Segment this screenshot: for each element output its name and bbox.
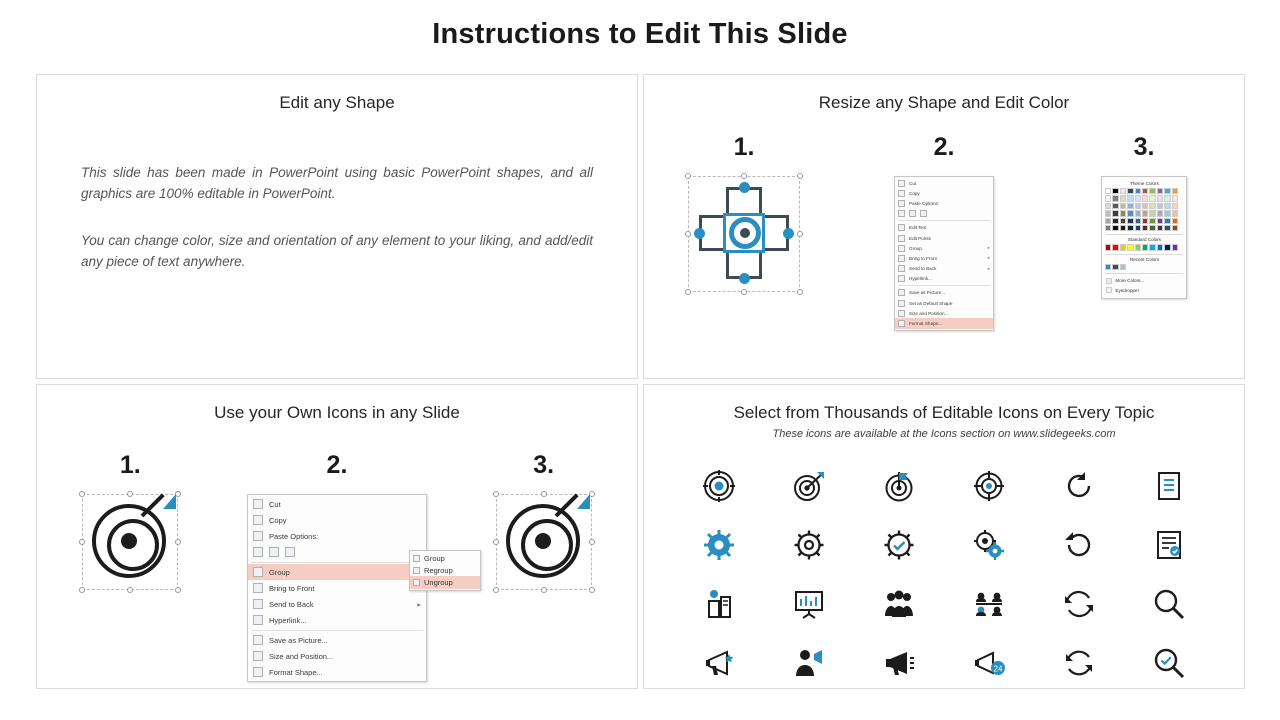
menu-item-copy[interactable] [248,512,426,528]
swatch[interactable] [1157,203,1163,209]
swatch[interactable] [1164,195,1170,201]
menu-item-paste-options[interactable] [248,528,426,544]
swatch[interactable] [1112,203,1118,209]
swatch[interactable] [1172,195,1178,201]
menu-item-hyperlink-label: Hyperlink... [909,276,932,282]
ungroup-icon [413,579,420,586]
size-position-icon [898,310,905,317]
circular-arrows-icon[interactable] [1062,646,1096,680]
send-back-chevron-right-icon: ▸ [417,599,421,609]
swatch[interactable] [1105,210,1111,216]
swatch[interactable] [1105,244,1111,250]
group-icon [898,245,905,252]
panel-title-resize-shape: Resize any Shape and Edit Color [818,93,1070,112]
swatch[interactable] [1120,244,1126,250]
target-dart-icon-ungrouped [498,496,590,588]
swatch[interactable] [1112,195,1118,201]
menu-item-bring-to-front-label: Bring to Front [909,255,937,261]
swatch[interactable] [1164,210,1170,216]
swatch[interactable] [1127,203,1133,209]
theme-row-2[interactable] [1105,195,1183,201]
swatch[interactable] [1157,210,1163,216]
menu-item-size-position-label: Size and Position... [268,651,334,661]
save-picture-icon [253,635,263,645]
menu-divider-1 [898,220,990,221]
panel-edit-shape [36,74,638,379]
swatch[interactable] [1135,225,1141,231]
context-menu-icon[interactable] [247,494,427,682]
menu-item-save-as-picture-label: Save as Picture... [909,290,946,296]
save-picture-icon [898,289,905,296]
resize-handle-s[interactable] [741,289,747,295]
gears-pair-icon[interactable] [972,528,1006,562]
theme-row-1[interactable] [1105,188,1183,194]
resize-step-1-number: 1. [733,133,755,161]
bring-front-icon [898,255,905,262]
team-meeting-icon[interactable] [972,587,1006,621]
target-dart-icon[interactable] [792,469,826,503]
gear-check-icon[interactable] [882,528,916,562]
context-menu-shape[interactable] [894,176,994,331]
copy-icon [898,190,905,197]
paste-text-icon [285,547,295,557]
menu-item-edit-text[interactable] [895,223,993,233]
menu-item-size-position[interactable] [895,308,993,318]
gear-filled-icon[interactable] [702,528,736,562]
panel-subtitle-editable-icons: These icons are available at the Icons section on www.slidegeeks.com [772,428,1116,440]
swatch[interactable] [1120,210,1126,216]
menu-item-paste-options-label: Paste Options: [268,531,319,541]
svg-text:24: 24 [993,664,1003,673]
menu-item-save-as-picture-label: Save as Picture... [268,635,328,645]
standard-colors-label: Standard Colors [1127,237,1162,243]
resize-step-3-number: 3. [1133,133,1155,161]
group-people-icon[interactable] [882,587,916,621]
menu-item-edit-points-label: Edit Points [909,235,931,241]
swatch[interactable] [1164,225,1170,231]
swatch[interactable] [1149,195,1155,201]
swatch[interactable] [1157,225,1163,231]
megaphone-24-icon[interactable] [972,646,1006,680]
menu-item-copy[interactable] [895,188,993,198]
refresh-clockwise-icon[interactable] [1062,469,1096,503]
recent-row[interactable] [1105,264,1183,270]
recent-colors-label: Recent Colors [1129,256,1160,262]
resize-steps [644,133,1244,331]
swatch[interactable] [1149,203,1155,209]
format-shape-icon [898,320,905,327]
paste-text-icon [920,210,927,217]
resize-handle-e[interactable] [797,231,803,237]
target-circles-icon[interactable] [702,469,736,503]
swatch[interactable] [1157,195,1163,201]
menu-item-group[interactable] [248,564,426,580]
icon-selection-3 [496,494,592,590]
document-check-icon[interactable] [1152,528,1186,562]
bring-front-chevron-right-icon: ▸ [987,255,990,261]
menu-item-format-shape-label: Format Shape... [909,321,942,327]
menu-item-bring-to-front[interactable] [895,253,993,263]
menu-item-group[interactable] [895,243,993,253]
accent-dot-right [783,228,794,239]
eyedropper-item[interactable] [1105,286,1183,295]
group-chevron-right-icon: ▸ [987,245,990,251]
paste-picture-icon [909,210,916,217]
menu-item-send-to-back[interactable] [895,264,993,274]
menu-item-group-label: Group [909,245,922,251]
swatch[interactable] [1120,264,1126,270]
swatch[interactable] [1164,188,1170,194]
swatch[interactable] [1157,244,1163,250]
swatch[interactable] [1112,188,1118,194]
submenu-item-group-label: Group [423,553,445,563]
dart-icon [554,494,592,532]
own-icons-step-2 [227,451,453,682]
swatch[interactable] [1127,218,1133,224]
menu-item-hyperlink[interactable] [895,274,993,284]
group-icon [413,555,420,562]
dart-stick [554,493,578,517]
menu-item-bring-to-front[interactable] [248,580,426,596]
resize-step-1 [654,133,834,306]
resize-handle-sw[interactable] [685,289,691,295]
swatch[interactable] [1135,203,1141,209]
paste-icon [253,531,263,541]
swatch[interactable] [1105,203,1111,209]
resize-step-2-number: 2. [933,133,955,161]
swatch[interactable] [1164,244,1170,250]
own-icons-step-3-number: 3. [533,451,555,479]
swatch[interactable] [1135,210,1141,216]
cut-icon [898,180,905,187]
swatch[interactable] [1142,225,1148,231]
send-back-icon [898,265,905,272]
more-colors-icon [1106,278,1112,284]
menu-item-edit-points[interactable] [895,233,993,243]
dart-fin [163,494,176,509]
swatch[interactable] [1142,218,1148,224]
swatch[interactable] [1142,188,1148,194]
menu-item-bring-to-front-label: Bring to Front [268,583,315,593]
megaphone-icon[interactable] [882,646,916,680]
menu-item-paste-options[interactable] [895,198,993,208]
submenu-item-regroup[interactable] [410,564,480,576]
paste-option-swatches[interactable] [248,544,426,560]
submenu-item-ungroup[interactable] [410,576,480,588]
paste-option-swatches[interactable] [895,209,993,219]
swatch[interactable] [1172,188,1178,194]
format-shape-icon [253,667,263,677]
menu-item-size-position-label: Size and Position... [909,310,949,316]
swatch[interactable] [1105,225,1111,231]
menu-item-cut-label: Cut [268,499,281,509]
swatch[interactable] [1157,188,1163,194]
menu-divider-1 [251,562,423,563]
swatch[interactable] [1112,264,1118,270]
paste-keep-format-icon [898,210,905,217]
center-ring-icon [729,217,761,249]
resize-handle-w[interactable] [685,231,691,237]
menu-item-set-default-shape-label: Set as Default Shape [909,300,953,306]
paste-picture-icon [269,547,279,557]
paste-icon [898,200,905,207]
swatch[interactable] [1149,188,1155,194]
swatch[interactable] [1105,218,1111,224]
gear-outline-icon[interactable] [792,528,826,562]
swatch[interactable] [1149,218,1155,224]
menu-item-send-to-back-label: Send to Back [909,266,937,272]
swatch[interactable] [1172,218,1178,224]
own-icons-step-2-number: 2. [326,451,348,479]
menu-item-cut[interactable] [248,496,426,512]
menu-item-size-position[interactable] [248,648,426,664]
swatch[interactable] [1127,188,1133,194]
swatch[interactable] [1172,210,1178,216]
target-dart-icon [84,496,176,588]
menu-item-copy-label: Copy [909,190,920,196]
cross-shape [699,187,789,279]
standard-row[interactable] [1105,244,1183,250]
palette-divider-2 [1105,254,1183,255]
submenu-item-regroup-label: Regroup [423,565,453,575]
person-speaker-icon[interactable] [792,646,826,680]
menu-item-group-label: Group [268,567,290,577]
swatch[interactable] [1172,244,1178,250]
send-back-chevron-right-icon: ▸ [987,265,990,271]
target-flag-icon[interactable] [882,469,916,503]
magnifier-icon[interactable] [1152,587,1186,621]
swatch[interactable] [1149,225,1155,231]
theme-colors-label: Theme Colors [1130,181,1159,186]
swatch[interactable] [1142,203,1148,209]
menu-item-cut-label: Cut [909,180,917,186]
own-icons-step-1 [40,451,220,624]
edit-shape-paragraph-1: This slide has been made in PowerPoint using basic PowerPoint shapes, and all graphics are 100% editable in PowerPoint. [81,165,593,201]
theme-row-4[interactable] [1105,210,1183,216]
swatch[interactable] [1120,218,1126,224]
copy-icon [253,515,263,525]
document-list-icon[interactable] [1152,469,1186,503]
own-icons-step-1-number: 1. [119,451,141,479]
swatch[interactable] [1112,244,1118,250]
panel-own-icons [36,384,638,689]
swatch[interactable] [1142,244,1148,250]
menu-divider-2 [898,285,990,286]
dart-fin [577,494,590,509]
theme-row-3[interactable] [1105,203,1183,209]
swatch[interactable] [1120,195,1126,201]
panel-resize-shape [643,74,1245,379]
menu-item-send-to-back-label: Send to Back [268,599,314,609]
group-icon [253,567,263,577]
edit-points-icon [898,235,905,242]
swatch[interactable] [1149,244,1155,250]
icon-library-grid [674,456,1214,689]
resize-handle-se[interactable] [797,289,803,295]
menu-item-copy-label: Copy [268,515,287,525]
more-colors-item[interactable] [1105,276,1183,285]
panel-editable-icons [643,384,1245,689]
swatch[interactable] [1120,203,1126,209]
theme-row-5[interactable] [1105,218,1183,224]
swatch[interactable] [1135,195,1141,201]
swatch[interactable] [1157,218,1163,224]
menu-item-save-as-picture[interactable] [895,288,993,298]
swatch[interactable] [1135,244,1141,250]
eyedropper-label: Eyedropper [1115,287,1140,293]
regroup-icon [413,567,420,574]
sync-arrows-icon[interactable] [1062,587,1096,621]
accent-dot-bottom [739,273,750,284]
resize-handle-nw[interactable] [685,173,691,179]
swatch[interactable] [1105,195,1111,201]
edit-shape-paragraph-2: You can change color, size and orientation of any element to your liking, and add/edit any piece of text anywhere. [81,232,593,269]
swatch[interactable] [1120,188,1126,194]
swatch[interactable] [1112,225,1118,231]
theme-row-6[interactable] [1105,225,1183,231]
swatch[interactable] [1112,210,1118,216]
submenu-item-ungroup-label: Ungroup [423,577,453,587]
swatch[interactable] [1172,225,1178,231]
menu-item-edit-text-label: Edit Text [909,225,927,231]
send-back-icon [253,599,263,609]
paste-keep-format-icon [253,547,263,557]
swatch[interactable] [1127,244,1133,250]
crosshair-icon[interactable] [972,469,1006,503]
swatch[interactable] [1164,203,1170,209]
dart-icon [140,494,178,532]
palette-divider-3 [1105,273,1183,274]
swatch[interactable] [1135,218,1141,224]
bring-front-icon [253,583,263,593]
rotate-arrow-icon[interactable] [1062,528,1096,562]
menu-item-format-shape[interactable] [895,318,993,328]
menu-item-cut[interactable] [895,178,993,188]
swatch[interactable] [1127,225,1133,231]
swatch[interactable] [1105,264,1111,270]
more-colors-label: More Colors... [1115,278,1145,284]
dart-stick [141,493,165,517]
swatch[interactable] [1149,210,1155,216]
color-picker-panel[interactable] [1101,176,1187,299]
swatch[interactable] [1105,188,1111,194]
swatch[interactable] [1135,188,1141,194]
menu-item-hyperlink[interactable] [248,612,426,628]
presentation-board-icon[interactable] [792,587,826,621]
magnifier-check-icon[interactable] [1152,646,1186,680]
panel-title-editable-icons: Select from Thousands of Editable Icons on Every Topic [733,403,1155,422]
hyperlink-icon [253,615,263,625]
panel-title-edit-shape: Edit any Shape [279,93,395,112]
resize-handle-n[interactable] [741,173,747,179]
menu-item-format-shape[interactable] [248,664,426,680]
selected-shape-graphic [688,176,800,292]
own-icons-steps [37,451,637,682]
menu-item-send-to-back[interactable] [248,596,426,612]
menu-item-save-as-picture[interactable] [248,632,426,648]
edit-text-icon [898,224,905,231]
own-icons-step-3 [454,451,634,624]
palette-divider-1 [1105,234,1183,235]
menu-item-format-shape-label: Format Shape... [268,667,323,677]
hyperlink-icon [898,275,905,282]
eyedropper-icon [1106,287,1112,293]
page-title: Instructions to Edit This Slide [432,18,848,50]
icon-selection-1 [82,494,178,590]
swatch[interactable] [1127,210,1133,216]
panel-grid [36,74,1245,694]
swatch[interactable] [1164,218,1170,224]
resize-handle-ne[interactable] [797,173,803,179]
swatch[interactable] [1142,210,1148,216]
accent-dot-top [739,182,750,193]
accent-dot-left [694,228,705,239]
resize-step-3 [1054,133,1234,306]
person-podium-icon[interactable] [702,587,736,621]
resize-step-2 [854,133,1034,331]
panel-title-own-icons: Use your Own Icons in any Slide [214,403,460,422]
group-submenu[interactable] [409,550,481,591]
menu-divider-2 [251,630,423,631]
swatch[interactable] [1127,195,1133,201]
swatch[interactable] [1142,195,1148,201]
submenu-item-group[interactable] [410,552,480,564]
default-shape-icon [898,300,905,307]
menu-item-paste-options-label: Paste Options: [909,200,940,206]
megaphone-star-icon[interactable] [702,646,736,680]
menu-item-set-default-shape[interactable] [895,298,993,308]
swatch[interactable] [1172,203,1178,209]
menu-item-hyperlink-label: Hyperlink... [268,615,307,625]
swatch[interactable] [1120,225,1126,231]
swatch[interactable] [1112,218,1118,224]
size-position-icon [253,651,263,661]
cut-icon [253,499,263,509]
